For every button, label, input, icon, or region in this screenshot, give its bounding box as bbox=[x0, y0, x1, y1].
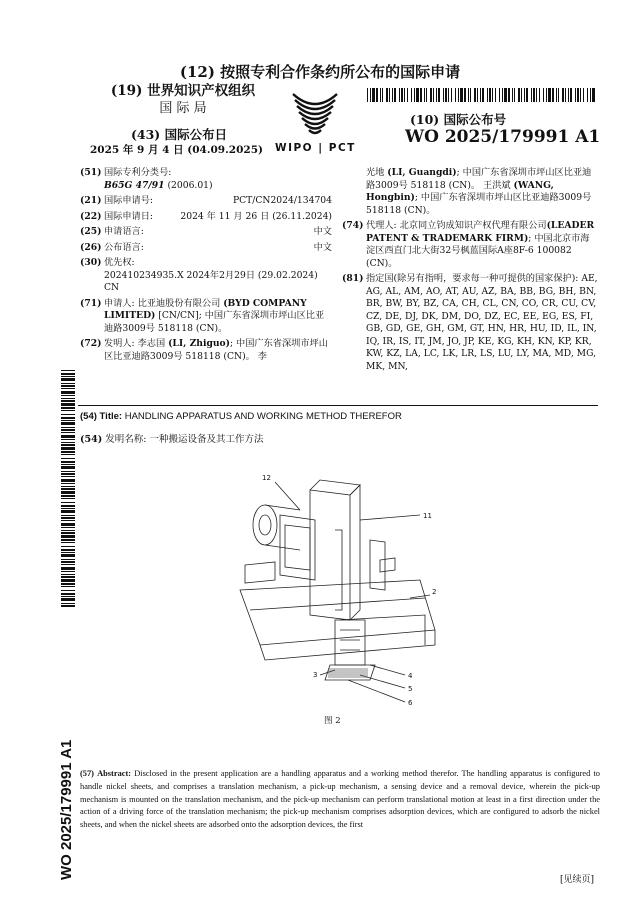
org-name: 世界知识产权组织 bbox=[147, 83, 256, 99]
pubdate-label: (43) 国际公布日 bbox=[131, 127, 228, 142]
side-barcode bbox=[61, 370, 75, 610]
field-30: (30) 优先权: 202410234935.X 2024年2月29日 (29.02.2024) CN bbox=[80, 257, 318, 293]
right-column bbox=[342, 167, 598, 376]
field-51: (51) 国际专利分类号: B65G 47/91 (2006.01) bbox=[80, 167, 213, 191]
figure-label-11: 11 bbox=[423, 512, 432, 520]
org-code: (19) bbox=[110, 83, 143, 99]
org-sub: 国 际 局 bbox=[159, 101, 207, 116]
title-en: (54) Title: HANDLING APPARATUS AND WORKING METHOD THEREFOR bbox=[80, 411, 402, 422]
figure-label-5: 5 bbox=[408, 685, 413, 693]
field-72: (72) 发明人: 李志国 (LI, Zhiguo); 中国广东省深圳市坪山区比亚迪路3009号 518118 (CN)。 李 bbox=[80, 338, 328, 362]
field-25: (25) 申请语言: 中文 bbox=[80, 226, 332, 237]
left-column bbox=[80, 167, 332, 366]
field-81: (81) 指定国(除另有指明，要求每一种可提供的国家保护): AE, AG, AL, AM, AO, AT, AU, AZ, BA, BB, BG, BH, BN, BR, BW, BY, BZ, CA, CH, CL, CN, CO, CR, CU, CV, CZ, DE, DJ, DK, DM, DO, DZ, EC, EE, EG, ES, FI, GB, GD, GE, GH, GM, GT, HN, HR, HU, ID, IL, IN, IQ, IR, IS, IT, JM, JO, JP, KE, KG, KH, KN, KP, KR, KW, KZ, LA, LC, LK, LR, LS, LU, LY, MA, MD, MG, MK, MN, bbox=[342, 273, 598, 372]
field-74: (74) 代理人: 北京同立钧成知识产权代理有限公司(LEADER PATENT & TRADEMARK FIRM); 中国北京市海淀区西直门北大街32号枫蓝国际A座8F-6 100082 (CN)。 bbox=[342, 220, 595, 269]
side-publication-number: WO 2025/179991 A1 bbox=[58, 739, 75, 880]
top-barcode bbox=[367, 88, 597, 102]
section-divider bbox=[78, 405, 598, 406]
field-22: (22) 国际申请日: 2024 年 11 月 26 日 (26.11.2024) bbox=[80, 210, 332, 222]
figure-label-3: 3 bbox=[313, 671, 318, 679]
figure-label-6: 6 bbox=[408, 699, 413, 707]
inventors-continued: 光地 (LI, Guangdi); 中国广东省深圳市坪山区比亚迪路3009号 518118 (CN)。 王洪斌 (WANG, Hongbin); 中国广东省深圳市坪山区比亚迪路3009号 518118 (CN)。 bbox=[366, 167, 592, 216]
publication-number: WO 2025/179991 A1 bbox=[405, 127, 601, 147]
figure-caption: 图 2 bbox=[324, 716, 341, 726]
wipo-logo-icon bbox=[285, 86, 345, 142]
figure-label-2: 2 bbox=[432, 588, 437, 596]
pubnum-label: (10) 国际公布号 bbox=[410, 112, 507, 127]
continued-marker: [见续页] bbox=[560, 875, 595, 885]
field-26: (26) 公布语言: 中文 bbox=[80, 241, 332, 253]
figure-label-12: 12 bbox=[262, 474, 271, 482]
pubdate: 2025 年 9 月 4 日 (04.09.2025) bbox=[90, 144, 263, 156]
title-cn: (54) 发明名称: 一种搬运设备及其工作方法 bbox=[80, 434, 264, 445]
patent-drawing bbox=[220, 470, 450, 710]
abstract: (57) Abstract: Disclosed in the present application are a handling apparatus and a working method therefor. The handling apparatus is configured to handle nickel sheets, and comprises a translation mechanism, a pick-up mechanism, a sensing device and a removal device, wherein the pick-up mechanism is mounted on the translation mechanism, and the pick-up mechanism can perform translational motion at least in a first direction under the action of a driving force of the translation mechanism; the pick-up mechanism comprises adsorption devices, which are configured to adsorb the nickel sheets, and when the nickel sheets are adsorbed onto the adsorption devices, the first bbox=[80, 769, 600, 830]
organization-block bbox=[103, 83, 263, 117]
figure-label-4: 4 bbox=[408, 672, 413, 680]
document-title: (12) 按照专利合作条约所公布的国际申请 bbox=[179, 63, 461, 81]
wipo-pct-logo-text: WIPO | PCT bbox=[275, 142, 356, 154]
field-21: (21) 国际申请号: PCT/CN2024/134704 bbox=[80, 195, 332, 206]
field-71: (71) 申请人: 比亚迪股份有限公司 (BYD COMPANY LIMITED) [CN/CN]; 中国广东省深圳市坪山区比亚迪路3009号 518118 (CN)。 bbox=[80, 297, 325, 334]
